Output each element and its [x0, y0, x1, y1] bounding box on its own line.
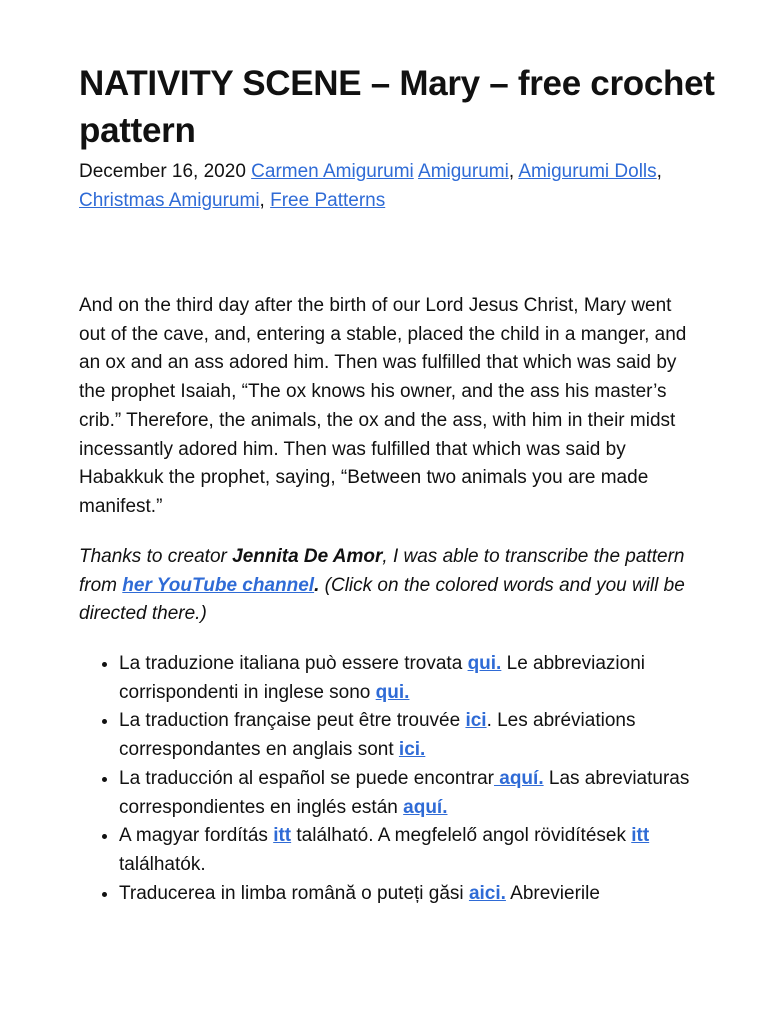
translation-text: La traducción al español se puede encontrar	[119, 767, 494, 789]
abbreviations-link-hungarian[interactable]: itt	[631, 825, 650, 847]
translation-text: Le abbreviazioni corrispondenti in inglese sono	[119, 653, 645, 703]
post-date: December 16, 2020	[79, 161, 246, 182]
translation-item-spanish	[119, 765, 719, 822]
translation-text: A magyar fordítás	[119, 825, 274, 847]
category-separator: ,	[508, 161, 519, 182]
translation-text: találhatók.	[119, 853, 206, 875]
translation-text: Traducerea in limba română o puteți găsi	[119, 882, 469, 904]
thanks-suffix: (Click on the colored words and you will be directed there.)	[79, 574, 685, 625]
author-link[interactable]: Carmen Amigurumi	[251, 161, 414, 182]
translation-link-romanian[interactable]: aici.	[468, 882, 506, 904]
translation-text: La traduzione italiana può essere trovata	[119, 653, 468, 674]
translation-item-french	[119, 707, 719, 764]
post-title: NATIVITY SCENE – Mary – free crochet pattern	[79, 64, 715, 150]
abbreviations-link-spanish[interactable]: aquí.	[403, 796, 448, 818]
category-link-christmas-amigurumi[interactable]: Christmas Amigurumi	[79, 190, 260, 211]
creator-name: Jennita De Amor	[232, 546, 383, 567]
translation-item-italian	[119, 650, 719, 707]
thanks-paragraph	[79, 543, 699, 629]
translation-link-french[interactable]: ici	[465, 710, 487, 732]
abbreviations-link-italian[interactable]: qui.	[375, 681, 410, 703]
category-separator: ,	[259, 190, 271, 211]
translation-link-spanish[interactable]: aquí.	[493, 767, 544, 789]
category-link-free-patterns[interactable]: Free Patterns	[270, 190, 386, 211]
translation-text: La traduction française peut être trouvée	[119, 710, 466, 732]
translation-link-hungarian[interactable]: itt	[273, 825, 292, 847]
post-body-paragraph: And on the third day after the birth of our Lord Jesus Christ, Mary went out of the cave, and, entering a stable, placed the child in a manger, and an ox and an ass adored him. Then was fulfilled that which was said by the prophet Isaiah, “The ox knows his owner, and the ass his master’s crib.” Therefore, the animals, the ox and the ass, with him in their midst incessantly adored him. Then was fulfilled that which was said by Habakkuk the prophet, saying, “Between two animals you are made manifest.”	[79, 295, 687, 517]
translations-list	[79, 650, 719, 908]
thanks-dot: .	[314, 574, 320, 596]
translation-text: Las abreviaturas correspondientes en inglés están	[119, 767, 690, 818]
thanks-prefix: Thanks to creator	[79, 546, 233, 567]
translation-text: . Les abréviations correspondantes en anglais sont	[119, 710, 636, 761]
youtube-channel-link[interactable]: her YouTube channel	[122, 574, 315, 596]
post-meta	[79, 157, 699, 215]
category-separator: ,	[656, 161, 662, 182]
translation-text: található. A megfelelő angol rövidítések	[291, 825, 632, 847]
abbreviations-link-french[interactable]: ici.	[398, 739, 426, 761]
category-link-amigurumi[interactable]: Amigurumi	[418, 161, 509, 182]
translation-text: Abrevierile	[505, 882, 600, 904]
translation-item-romanian	[119, 880, 719, 909]
translation-link-italian[interactable]: qui.	[467, 653, 502, 674]
category-link-amigurumi-dolls[interactable]: Amigurumi Dolls	[518, 161, 657, 182]
translation-item-hungarian	[119, 822, 719, 879]
thanks-middle: , I was able to transcribe the pattern from	[79, 546, 685, 596]
